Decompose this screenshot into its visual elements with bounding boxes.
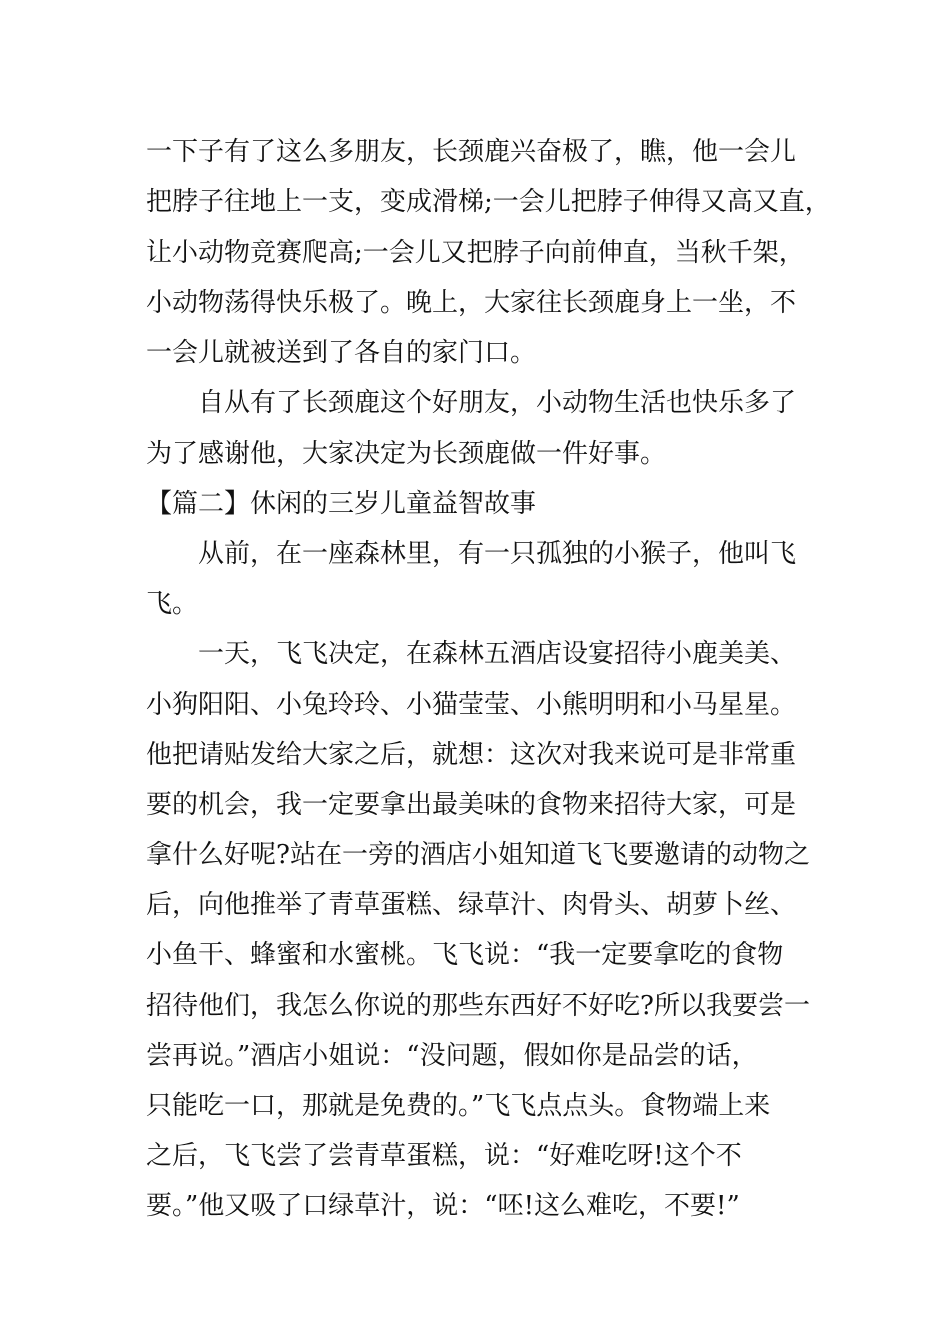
paragraph-first-line: 自从有了长颈鹿这个好朋友，小动物生活也快乐多了 bbox=[198, 388, 797, 418]
text-line: 小狗阳阳、小兔玲玲、小猫莹莹、小熊明明和小马星星。 bbox=[146, 690, 797, 720]
text-line: 尝再说。”酒店小姐说：“没问题，假如你是品尝的话， bbox=[146, 1041, 758, 1071]
text-line: 之后，飞飞尝了尝青草蛋糕，说：“好难吃呀!这个不 bbox=[146, 1141, 742, 1171]
section-heading: 【篇二】休闲的三岁儿童益智故事 bbox=[146, 489, 537, 519]
text-line: 要的机会，我一定要拿出最美味的食物来招待大家，可是 bbox=[146, 790, 797, 820]
text-line: 拿什么好呢?站在一旁的酒店小姐知道飞飞要邀请的动物之 bbox=[146, 840, 810, 870]
text-line: 为了感谢他，大家决定为长颈鹿做一件好事。 bbox=[146, 439, 667, 469]
text-line: 小鱼干、蜂蜜和水蜜桃。飞飞说：“我一定要拿吃的食物 bbox=[146, 940, 784, 970]
text-line: 一会儿就被送到了各自的家门口。 bbox=[146, 338, 537, 368]
paragraph-first-line: 从前，在一座森林里，有一只孤独的小猴子，他叫飞 bbox=[198, 539, 797, 569]
text-line: 把脖子往地上一支，变成滑梯;一会儿把脖子伸得又高又直， bbox=[146, 187, 831, 217]
paragraph-first-line: 一天，飞飞决定，在森林五酒店设宴招待小鹿美美、 bbox=[198, 639, 797, 669]
text-line: 小动物荡得快乐极了。晚上，大家往长颈鹿身上一坐，不 bbox=[146, 288, 797, 318]
text-line: 他把请贴发给大家之后，就想：这次对我来说可是非常重 bbox=[146, 740, 797, 770]
text-line: 要。”他又吸了口绿草汁，说：“呸!这么难吃，不要!” bbox=[146, 1191, 740, 1221]
text-line: 后，向他推举了青草蛋糕、绿草汁、肉骨头、胡萝卜丝、 bbox=[146, 890, 797, 920]
text-line: 飞。 bbox=[146, 589, 199, 619]
text-line: 一下子有了这么多朋友，长颈鹿兴奋极了，瞧，他一会儿 bbox=[146, 137, 797, 167]
text-line: 只能吃一口，那就是免费的。”飞飞点点头。食物端上来 bbox=[146, 1091, 771, 1121]
text-line: 让小动物竞赛爬高;一会儿又把脖子向前伸直，当秋千架， bbox=[146, 238, 805, 268]
text-line: 招待他们，我怎么你说的那些东西好不好吃?所以我要尝一 bbox=[146, 991, 810, 1021]
